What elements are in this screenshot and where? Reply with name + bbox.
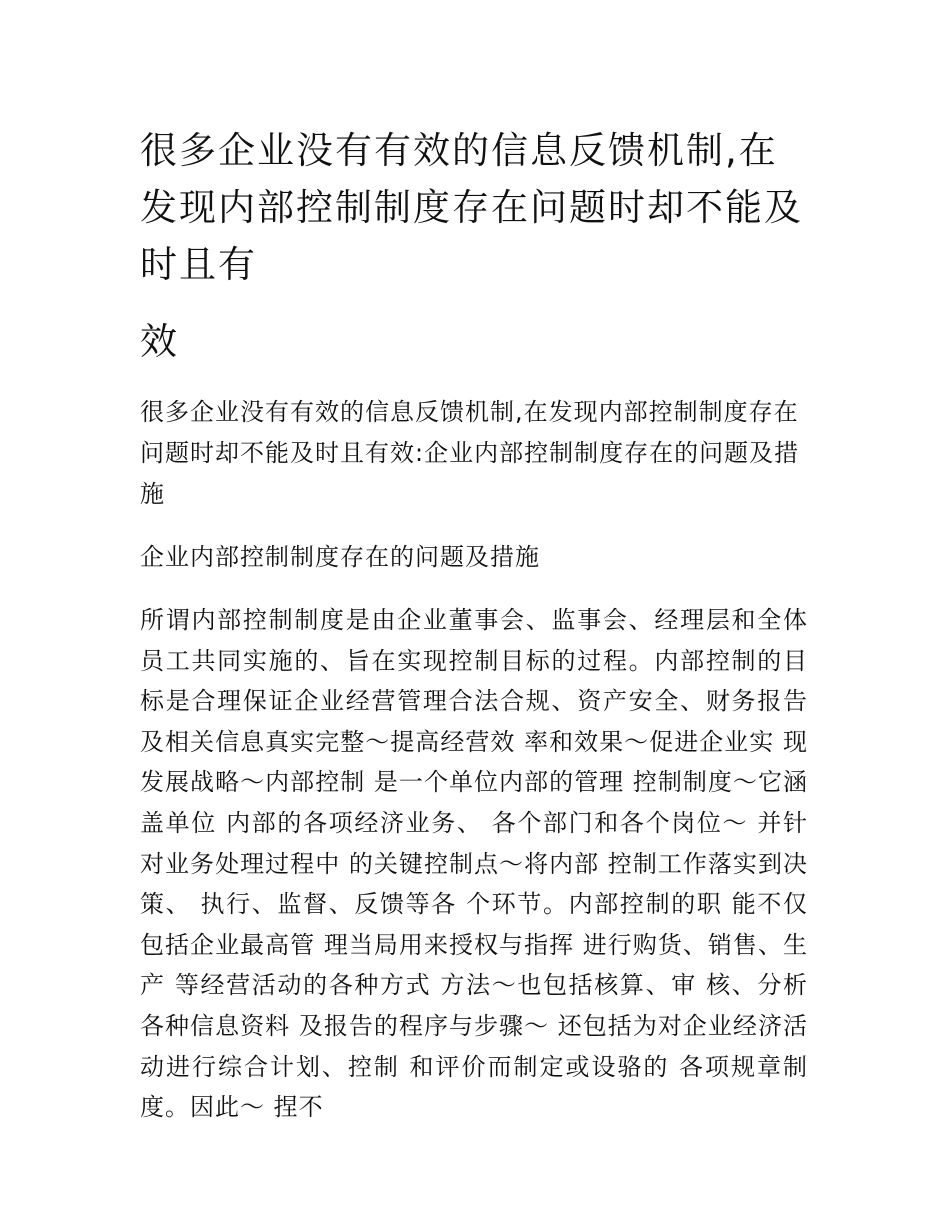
section-heading: 企业内部控制制度存在的问题及措施 [140,543,540,571]
document-title: 很多企业没有有效的信息反馈机制,在发现内部控制制度存在问题时却不能及时且有 [140,129,803,286]
document-subtitle: 很多企业没有有效的信息反馈机制,在发现内部控制制度存在问题时却不能及时且有效:企业内部控制制度存在的问题及措施 [140,398,800,508]
body-paragraph: 所谓内部控制制度是由企业董事会、监事会、经理层和全体员工共同实施的、旨在实现控制目标的过程。内部控制的目标是合理保证企业经营管理合法合规、资产安全、财务报告及相关信息真实完整～提高经营效 率和效果～促进企业实 现发展战略～内部控制 是一个单位内部的管理 控制制度～它涵盖单位 内部的各项经济业务、 各个部门和各个岗位～ 并针对业务处理过程中 的关键控制点～将内部 控制工作落实到决策、 执行、监督、反馈等各 个环节。内部控制的职 能不仅包括企业最高管 理当局用来授权与指挥 进行购货、销售、生产 等经营活动的各种方式 方法～也包括核算、审 核、分析各种信息资料 及报告的程序与步骤～ 还包括为对企业经济活 动进行综合计划、控制 和评价而制定或设骆的 各项规章制度。因此～ 捏不 [140,606,808,1122]
document-title-tail: 效 [140,320,177,363]
document-page [140,122,808,1128]
